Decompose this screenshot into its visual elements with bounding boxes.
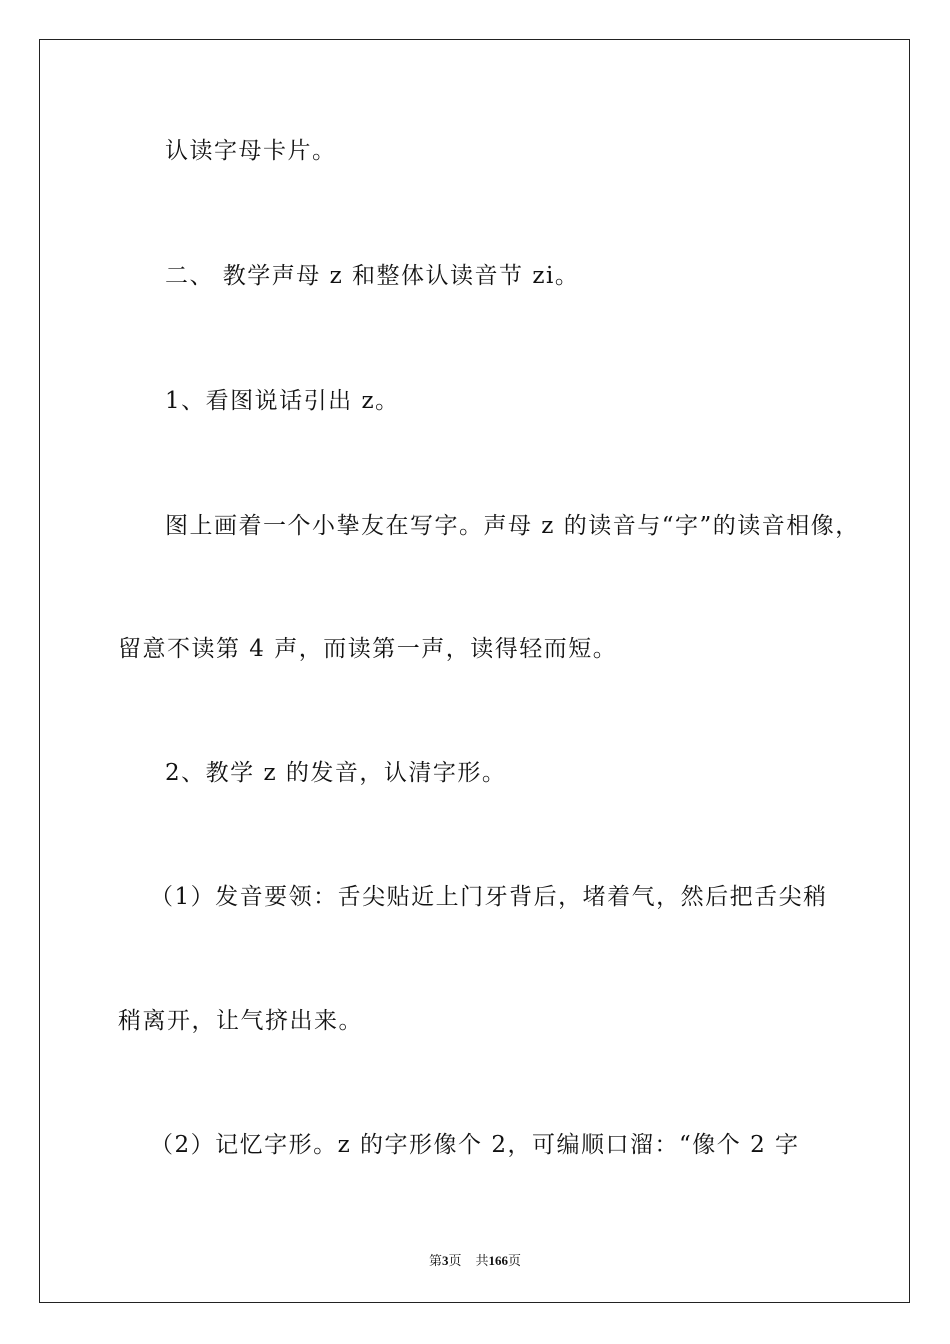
text-line-5: 留意不读第 4 声，而读第一声，读得轻而短。 — [118, 636, 618, 662]
footer-page-suffix: 页 — [448, 1253, 462, 1268]
footer-total-suffix: 页 — [508, 1253, 522, 1268]
text-line-8: 稍离开，让气挤出来。 — [118, 1008, 363, 1034]
text-line-9: （2）记忆字形。z 的字形像个 2，可编顺口溜：“像个 2 字 — [150, 1132, 800, 1158]
footer-page-prefix: 第 — [428, 1253, 442, 1268]
text-line-3: 1、看图说话引出 z。 — [165, 388, 400, 414]
section-heading-2: 二、 教学声母 z 和整体认读音节 zi。 — [165, 263, 580, 289]
footer-total-pages: 166 — [488, 1253, 509, 1268]
page-border — [39, 39, 910, 1303]
text-line-7: （1）发音要领：舌尖贴近上门牙背后，堵着气，然后把舌尖稍 — [150, 884, 828, 910]
text-line-1: 认读字母卡片。 — [165, 138, 337, 164]
footer-total-prefix: 共 — [475, 1253, 489, 1268]
text-line-4: 图上画着一个小挚友在写字。声母 z 的读音与“字”的读音相像， — [165, 513, 860, 539]
text-line-6: 2、教学 z 的发音，认清字形。 — [165, 760, 507, 786]
page-footer — [0, 1250, 950, 1269]
footer-page-number: 3 — [441, 1253, 449, 1268]
